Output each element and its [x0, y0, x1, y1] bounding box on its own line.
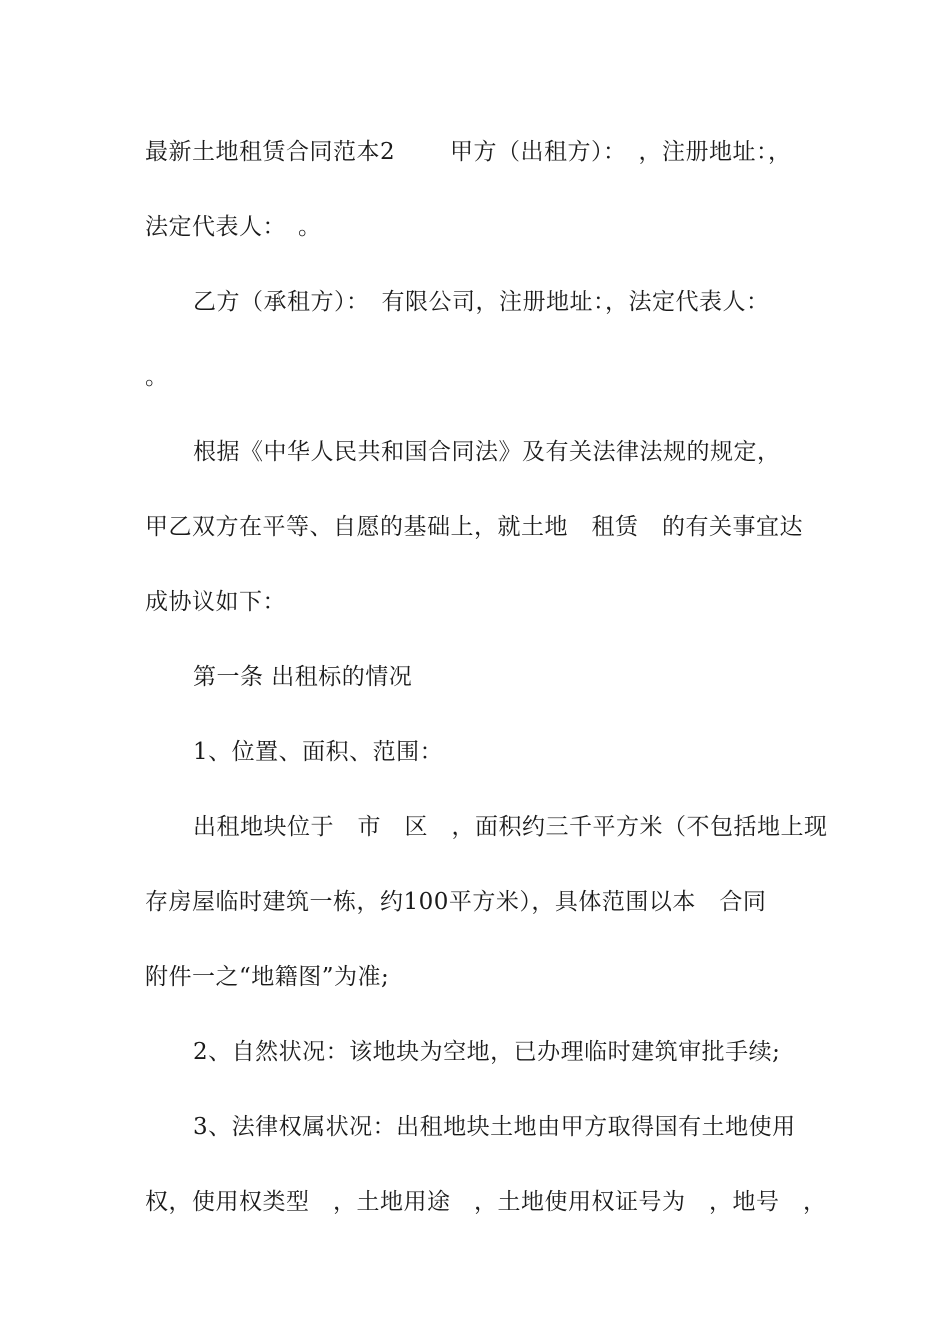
location-paragraph-line: 存房屋临时建筑一栋，约100平方米），具体范围以本 合同	[145, 889, 767, 915]
clause-item-3: 3、法律权属状况：出租地块土地由甲方取得国有土地使用	[193, 1114, 796, 1140]
clause-item-3-line: 权，使用权类型 ，土地用途 ，土地使用权证号为 ，地号 ，	[145, 1189, 827, 1215]
party-b-line-end: 。	[145, 364, 169, 390]
basis-paragraph-line: 成协议如下：	[145, 589, 286, 615]
location-paragraph-line: 出租地块位于 市 区 ，面积约三千平方米（不包括地上现	[193, 814, 828, 840]
contract-title-line: 最新土地租赁合同范本2 甲方（出租方）： ，注册地址：，	[145, 139, 792, 165]
location-paragraph-line: 附件一之“地籍图”为准;	[145, 964, 390, 990]
party-a-line: 法定代表人： 。	[145, 214, 322, 240]
article-heading: 第一条 出租标的情况	[193, 664, 413, 690]
clause-item-2: 2、自然状况：该地块为空地，已办理临时建筑审批手续;	[193, 1039, 781, 1065]
clause-item-1: 1、位置、面积、范围：	[193, 739, 444, 765]
party-b-line: 乙方（承租方）： 有限公司，注册地址：，法定代表人：	[193, 289, 770, 315]
basis-paragraph-line: 甲乙双方在平等、自愿的基础上，就土地 租赁 的有关事宜达	[145, 514, 803, 540]
basis-paragraph-line: 根据《中华人民共和国合同法》及有关法律法规的规定，	[193, 439, 781, 465]
